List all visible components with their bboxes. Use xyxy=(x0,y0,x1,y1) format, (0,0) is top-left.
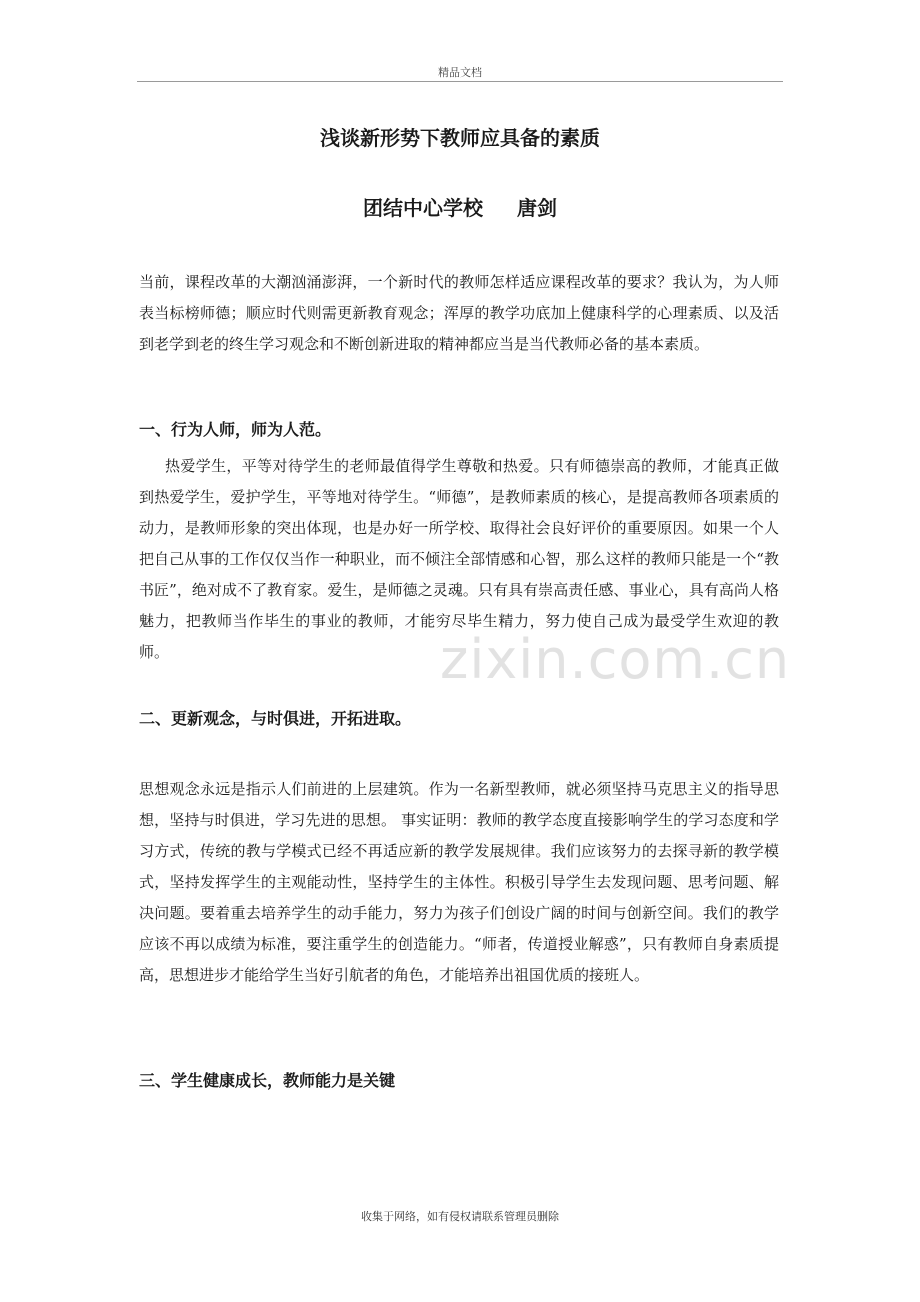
byline xyxy=(0,192,920,221)
section-body-2: 思想观念永远是指示人们前进的上层建筑。作为一名新型教师，就必须坚持马克思主义的指导思想，坚持与时俱进，学习先进的思想。 事实证明：教师的教学态度直接影响学生的学习态度和学习方式，传统的教与学模式已经不再适应新的教学发展规律。我们应该努力的去探寻新的教学模式，坚持发挥学生的主观能动性，坚持学生的主体性。积极引导学生去发现问题、思考问题、解决问题。要着重去培养学生的动手能力，努力为孩子们创设广阔的时间与创新空间。我们的教学应该不再以成绩为标准，要注重学生的创造能力。“师者，传道授业解惑”，只有教师自身素质提高，思想进步才能给学生当好引航者的角色，才能培养出祖国优质的接班人。 xyxy=(139,780,779,984)
byline-school: 团结中心学校 xyxy=(363,196,483,220)
section-heading-1: 一、行为人师，师为人范。 xyxy=(139,420,332,439)
section-heading-2: 二、更新观念，与时俱进，开拓进取。 xyxy=(139,709,412,728)
section-body-1: 热爱学生，平等对待学生的老师最值得学生尊敬和热爱。只有师德崇高的教师，才能真正做到热爱学生，爱护学生，平等地对待学生。“师德”，是教师素质的核心，是提高教师各项素质的动力，是教师形象的突出体现，也是办好一所学校、取得社会良好评价的重要原因。如果一个人把自己从事的工作仅仅当作一种职业，而不倾注全部情感和心智，那么这样的教师只能是一个“教书匠”，绝对成不了教育家。爱生，是师德之灵魂。只有具有崇高责任感、事业心，具有高尚人格魅力，把教师当作毕生的事业的教师，才能穷尽毕生精力，努力使自己成为最受学生欢迎的教师。 xyxy=(139,457,779,661)
page-footer-note: 收集于网络，如有侵权请联系管理员删除 xyxy=(361,1210,559,1223)
document-title: 浅谈新形势下教师应具备的素质 xyxy=(320,126,600,150)
section-heading-3: 三、学生健康成长，教师能力是关键 xyxy=(139,1071,396,1090)
intro-paragraph: 当前，课程改革的大潮汹涌澎湃，一个新时代的教师怎样适应课程改革的要求？我认为，为人师表当标榜师德；顺应时代则需更新教育观念；浑厚的教学功底加上健康科学的心理素质、以及活到老学到老的终生学习观念和不断创新进取的精神都应当是当代教师必备的基本素质。 xyxy=(139,273,779,353)
page-header-label: 精品文档 xyxy=(438,66,482,79)
header-divider xyxy=(137,81,783,82)
watermark: zixin.com.cn xyxy=(440,628,791,691)
byline-author: 唐剑 xyxy=(517,196,557,220)
